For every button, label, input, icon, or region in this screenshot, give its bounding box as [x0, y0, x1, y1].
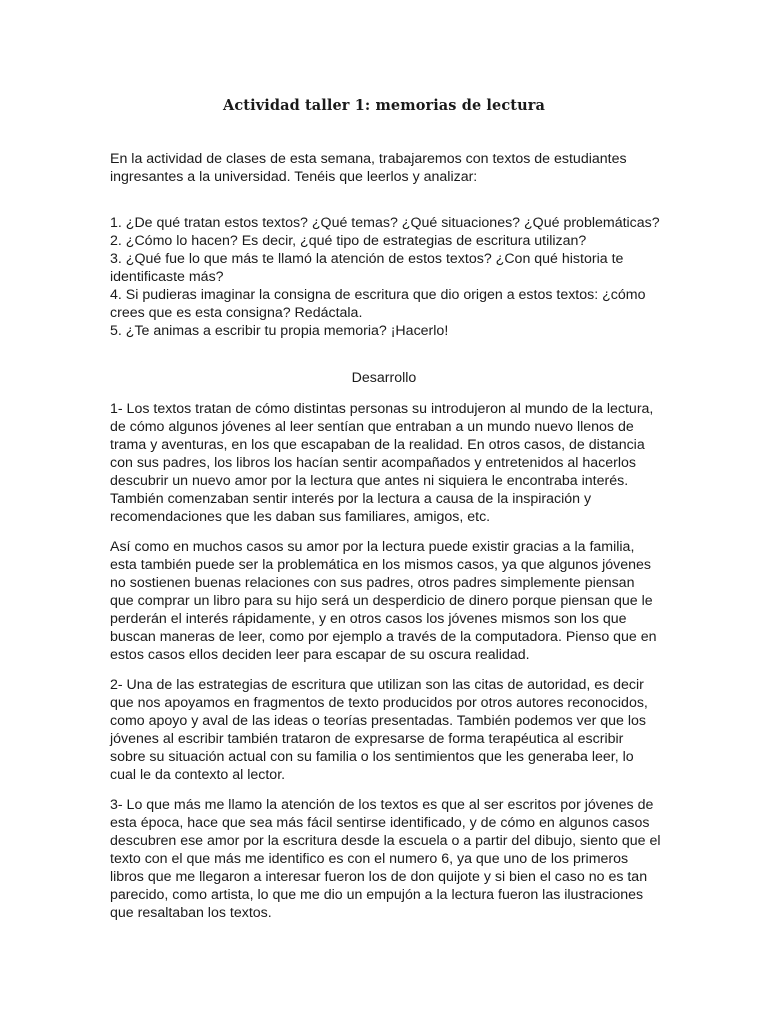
question-item: 4. Si pudieras imaginar la consigna de escritura que dio origen a estos textos: ¿cómo crees que es esta consigna? Redáctala. — [110, 287, 646, 321]
intro-paragraph: En la actividad de clases de esta semana, trabajaremos con textos de estudiantes ingresantes a la universidad. Tenéis que leerlos y analizar: — [110, 151, 627, 185]
section-heading: Desarrollo — [351, 370, 417, 386]
development-paragraph: 2- Una de las estrategias de escritura que utilizan son las citas de autoridad, es decir que nos apoyamos en fragmentos de texto producidos por otros autores reconocidos, como apoyo y aval de las ideas o teorías presentadas. También podemos ver que los jóvenes al escribir también trataron de expresarse de forma terapéutica al escribir sobre su situación actual con su familia o los sentimientos que les generaba leer, lo cual le da contexto al lector. — [110, 677, 648, 783]
document-title: Actividad taller 1: memorias de lectura — [223, 97, 545, 114]
development-paragraph: 3- Lo que más me llamo la atención de los textos es que al ser escritos por jóvenes de esta época, hace que sea más fácil sentirse identificado, y de cómo en algunos casos descubren ese amor por la escritura desde la escuela o a partir del dibujo, siento que el texto con el que más me identifico es con el numero 6, ya que uno de los primeros libros que me llegaron a interesar fueron los de don quijote y si bien el caso no es tan parecido, como artista, lo que me dio un empujón a la lectura fueron las ilustraciones que resaltaban los textos. — [110, 797, 661, 921]
question-item: 2. ¿Cómo lo hacen? Es decir, ¿qué tipo de estrategias de escritura utilizan? — [110, 233, 587, 249]
question-item: 1. ¿De qué tratan estos textos? ¿Qué temas? ¿Qué situaciones? ¿Qué problemáticas? — [110, 215, 660, 231]
development-section — [110, 400, 662, 934]
question-item: 3. ¿Qué fue lo que más te llamó la atención de estos textos? ¿Con qué historia te identificaste más? — [110, 251, 624, 285]
development-paragraph: Así como en muchos casos su amor por la lectura puede existir gracias a la familia, esta también puede ser la problemática en los mismos casos, ya que algunos jóvenes no sostienen buenas relaciones con sus padres, otros padres simplemente piensan que comprar un libro para su hijo será un desperdicio de dinero porque piensan que le perderán el interés rápidamente, y en otros casos los jóvenes mismos son los que buscan maneras de leer, como por ejemplo a través de la computadora. Pienso que en estos casos ellos deciden leer para escapar de su oscura realidad. — [110, 539, 657, 663]
question-list — [110, 214, 662, 340]
question-item: 5. ¿Te animas a escribir tu propia memoria? ¡Hacerlo! — [110, 323, 449, 339]
development-paragraph: 1- Los textos tratan de cómo distintas personas su introdujeron al mundo de la lectura, de cómo algunos jóvenes al leer sentían que entraban a un mundo nuevo llenos de trama y aventuras, en los que escapaban de la realidad. En otros casos, de distancia con sus padres, los libros los hacían sentir acompañados y entretenidos al hacerlos descubrir un nuevo amor por la lectura que antes ni siquiera le encontraba interés. También comenzaban sentir interés por la lectura a causa de la inspiración y recomendaciones que les daban sus familiares, amigos, etc. — [110, 401, 654, 525]
